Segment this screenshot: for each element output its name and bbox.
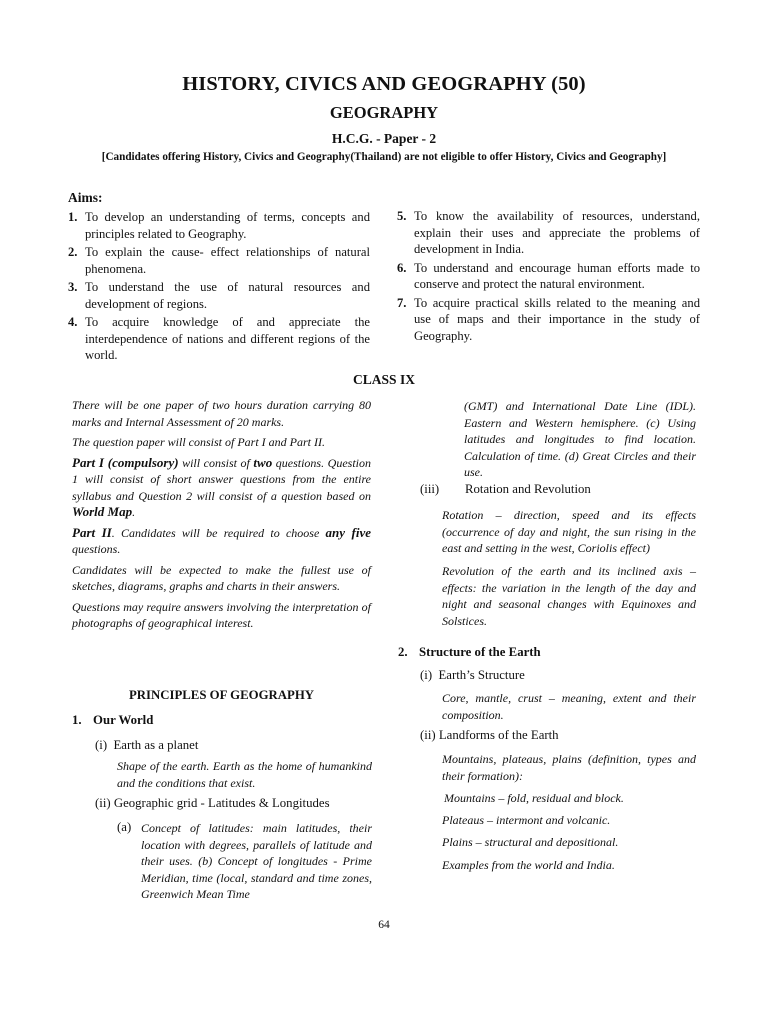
emphasis: any five xyxy=(325,524,372,540)
aim-text: To explain the cause- effect relationships of natural phenomena. xyxy=(85,245,370,276)
aim-text: To understand the use of natural resources and development of regions. xyxy=(85,280,370,311)
emphasis: two xyxy=(253,454,273,470)
part-one-label: Part I (compulsory) xyxy=(72,454,179,470)
aim-item xyxy=(68,279,370,312)
subsection-title: (i) Earth’s Structure xyxy=(420,668,525,682)
intro-text: . xyxy=(132,505,136,519)
sub-item-label: (a) xyxy=(117,820,132,834)
page-number: 64 xyxy=(378,919,390,931)
paper-label: H.C.G. - Paper - 2 xyxy=(331,131,437,146)
continued-text: (GMT) and International Date Line (IDL). Eastern and Western hemisphere. (c) Using latitudes and longitudes to find location. Calculation of time. (d) Great Circles and their use. xyxy=(464,399,696,479)
section-number: 2. xyxy=(398,645,408,659)
aim-text: To develop an understanding of terms, concepts and principles related to Geography. xyxy=(85,210,370,241)
aim-item xyxy=(397,208,700,258)
landforms-text: Plateaus – intermont and volcanic. xyxy=(442,813,611,827)
section-title: Our World xyxy=(93,713,154,727)
aims-left-list xyxy=(68,209,370,366)
intro-text: will consist of xyxy=(178,455,254,470)
subsection-label: (iii) xyxy=(420,482,440,496)
intro-text: questions. xyxy=(72,542,121,556)
aim-number: 6. xyxy=(397,260,407,275)
section-number: 1. xyxy=(72,713,82,727)
subsection-text: Shape of the earth. Earth as the home of humankind and the conditions that exist. xyxy=(117,759,372,790)
aims-right-list xyxy=(397,208,700,346)
aim-text: To know the availability of resources, understand, explain their uses and appreciate the problems of development in India. xyxy=(414,209,700,256)
intro-paragraph xyxy=(72,455,371,521)
intro-section xyxy=(72,397,371,636)
aim-number: 7. xyxy=(397,295,407,310)
intro-paragraph xyxy=(72,525,371,558)
class-heading: CLASS IX xyxy=(353,372,415,387)
section-title: Structure of the Earth xyxy=(419,645,541,659)
principles-heading: PRINCIPLES OF GEOGRAPHY xyxy=(128,688,315,702)
eligibility-note: [Candidates offering History, Civics and Geography(Thailand) are not eligible to offer History, Civics and Geography] xyxy=(101,151,667,163)
intro-paragraph: The question paper will consist of Part I and Part II. xyxy=(72,435,325,449)
subsection-title: (i) Earth as a planet xyxy=(95,738,199,752)
intro-text: . Candidates will be required to choose xyxy=(111,525,326,540)
subsection-title: (ii) Landforms of the Earth xyxy=(420,728,559,742)
aim-number: 2. xyxy=(68,245,78,259)
subsection-title: (ii) Geographic grid - Latitudes & Longitudes xyxy=(95,796,330,810)
landforms-text: Plains – structural and depositional. xyxy=(442,835,619,849)
aim-item xyxy=(68,314,370,364)
intro-paragraph: There will be one paper of two hours duration carrying 80 marks and Internal Assessment of 20 marks. xyxy=(72,398,371,429)
aim-item xyxy=(397,295,700,345)
aim-text: To acquire practical skills related to the meaning and use of maps and their importance in the study of Geography. xyxy=(414,295,700,343)
aim-item xyxy=(397,260,700,293)
aims-heading: Aims: xyxy=(68,190,103,205)
aim-number: 4. xyxy=(68,315,78,329)
intro-paragraph: Candidates will be expected to make the fullest use of sketches, diagrams, graphs and charts in their answers. xyxy=(72,562,371,593)
aim-item xyxy=(68,244,370,277)
aim-number: 1. xyxy=(68,210,78,224)
revolution-text: Revolution of the earth and its inclined axis – effects: the variation in the length of the day and night and seasonal changes with Equinoxes and Solstices. xyxy=(442,564,696,628)
page-title: HISTORY, CIVICS AND GEOGRAPHY (50) xyxy=(182,73,586,95)
page-subtitle: GEOGRAPHY xyxy=(329,103,439,122)
intro-text: questions. Question 1 will consist of short answer questions from the entire syllabus and Question 2 will consist of a question based on xyxy=(72,455,371,503)
landforms-text: Mountains, plateaus, plains (definition, types and their formation): xyxy=(442,752,696,783)
aim-number: 5. xyxy=(397,209,407,223)
aim-text: To understand and encourage human efforts made to conserve and protect the natural environment. xyxy=(414,260,700,291)
landforms-text: Examples from the world and India. xyxy=(442,858,615,872)
aim-number: 3. xyxy=(68,280,78,294)
sub-item-text: Concept of latitudes: main latitudes, their location with degrees, parallels of latitude and their uses. (b) Concept of longitudes - Prime Meridian, time (local, standard and time zones, Greenwich Mean Time xyxy=(141,821,372,901)
aim-item xyxy=(68,209,370,242)
aim-text: To acquire knowledge of and appreciate the interdependence of nations and different regions of the world. xyxy=(85,315,370,362)
intro-paragraph: Questions may require answers involving the interpretation of photographs of geographical interest. xyxy=(72,599,371,630)
subsection-text: Core, mantle, crust – meaning, extent and their composition. xyxy=(442,691,696,722)
rotation-text: Rotation – direction, speed and its effects (occurrence of day and night, the sun rising in the east and setting in the west, Coriolis effect) xyxy=(442,508,696,555)
emphasis: World Map xyxy=(72,504,133,519)
subsection-title: Rotation and Revolution xyxy=(465,482,591,496)
landforms-text: Mountains – fold, residual and block. xyxy=(444,791,624,805)
part-two-label: Part II xyxy=(72,524,112,540)
